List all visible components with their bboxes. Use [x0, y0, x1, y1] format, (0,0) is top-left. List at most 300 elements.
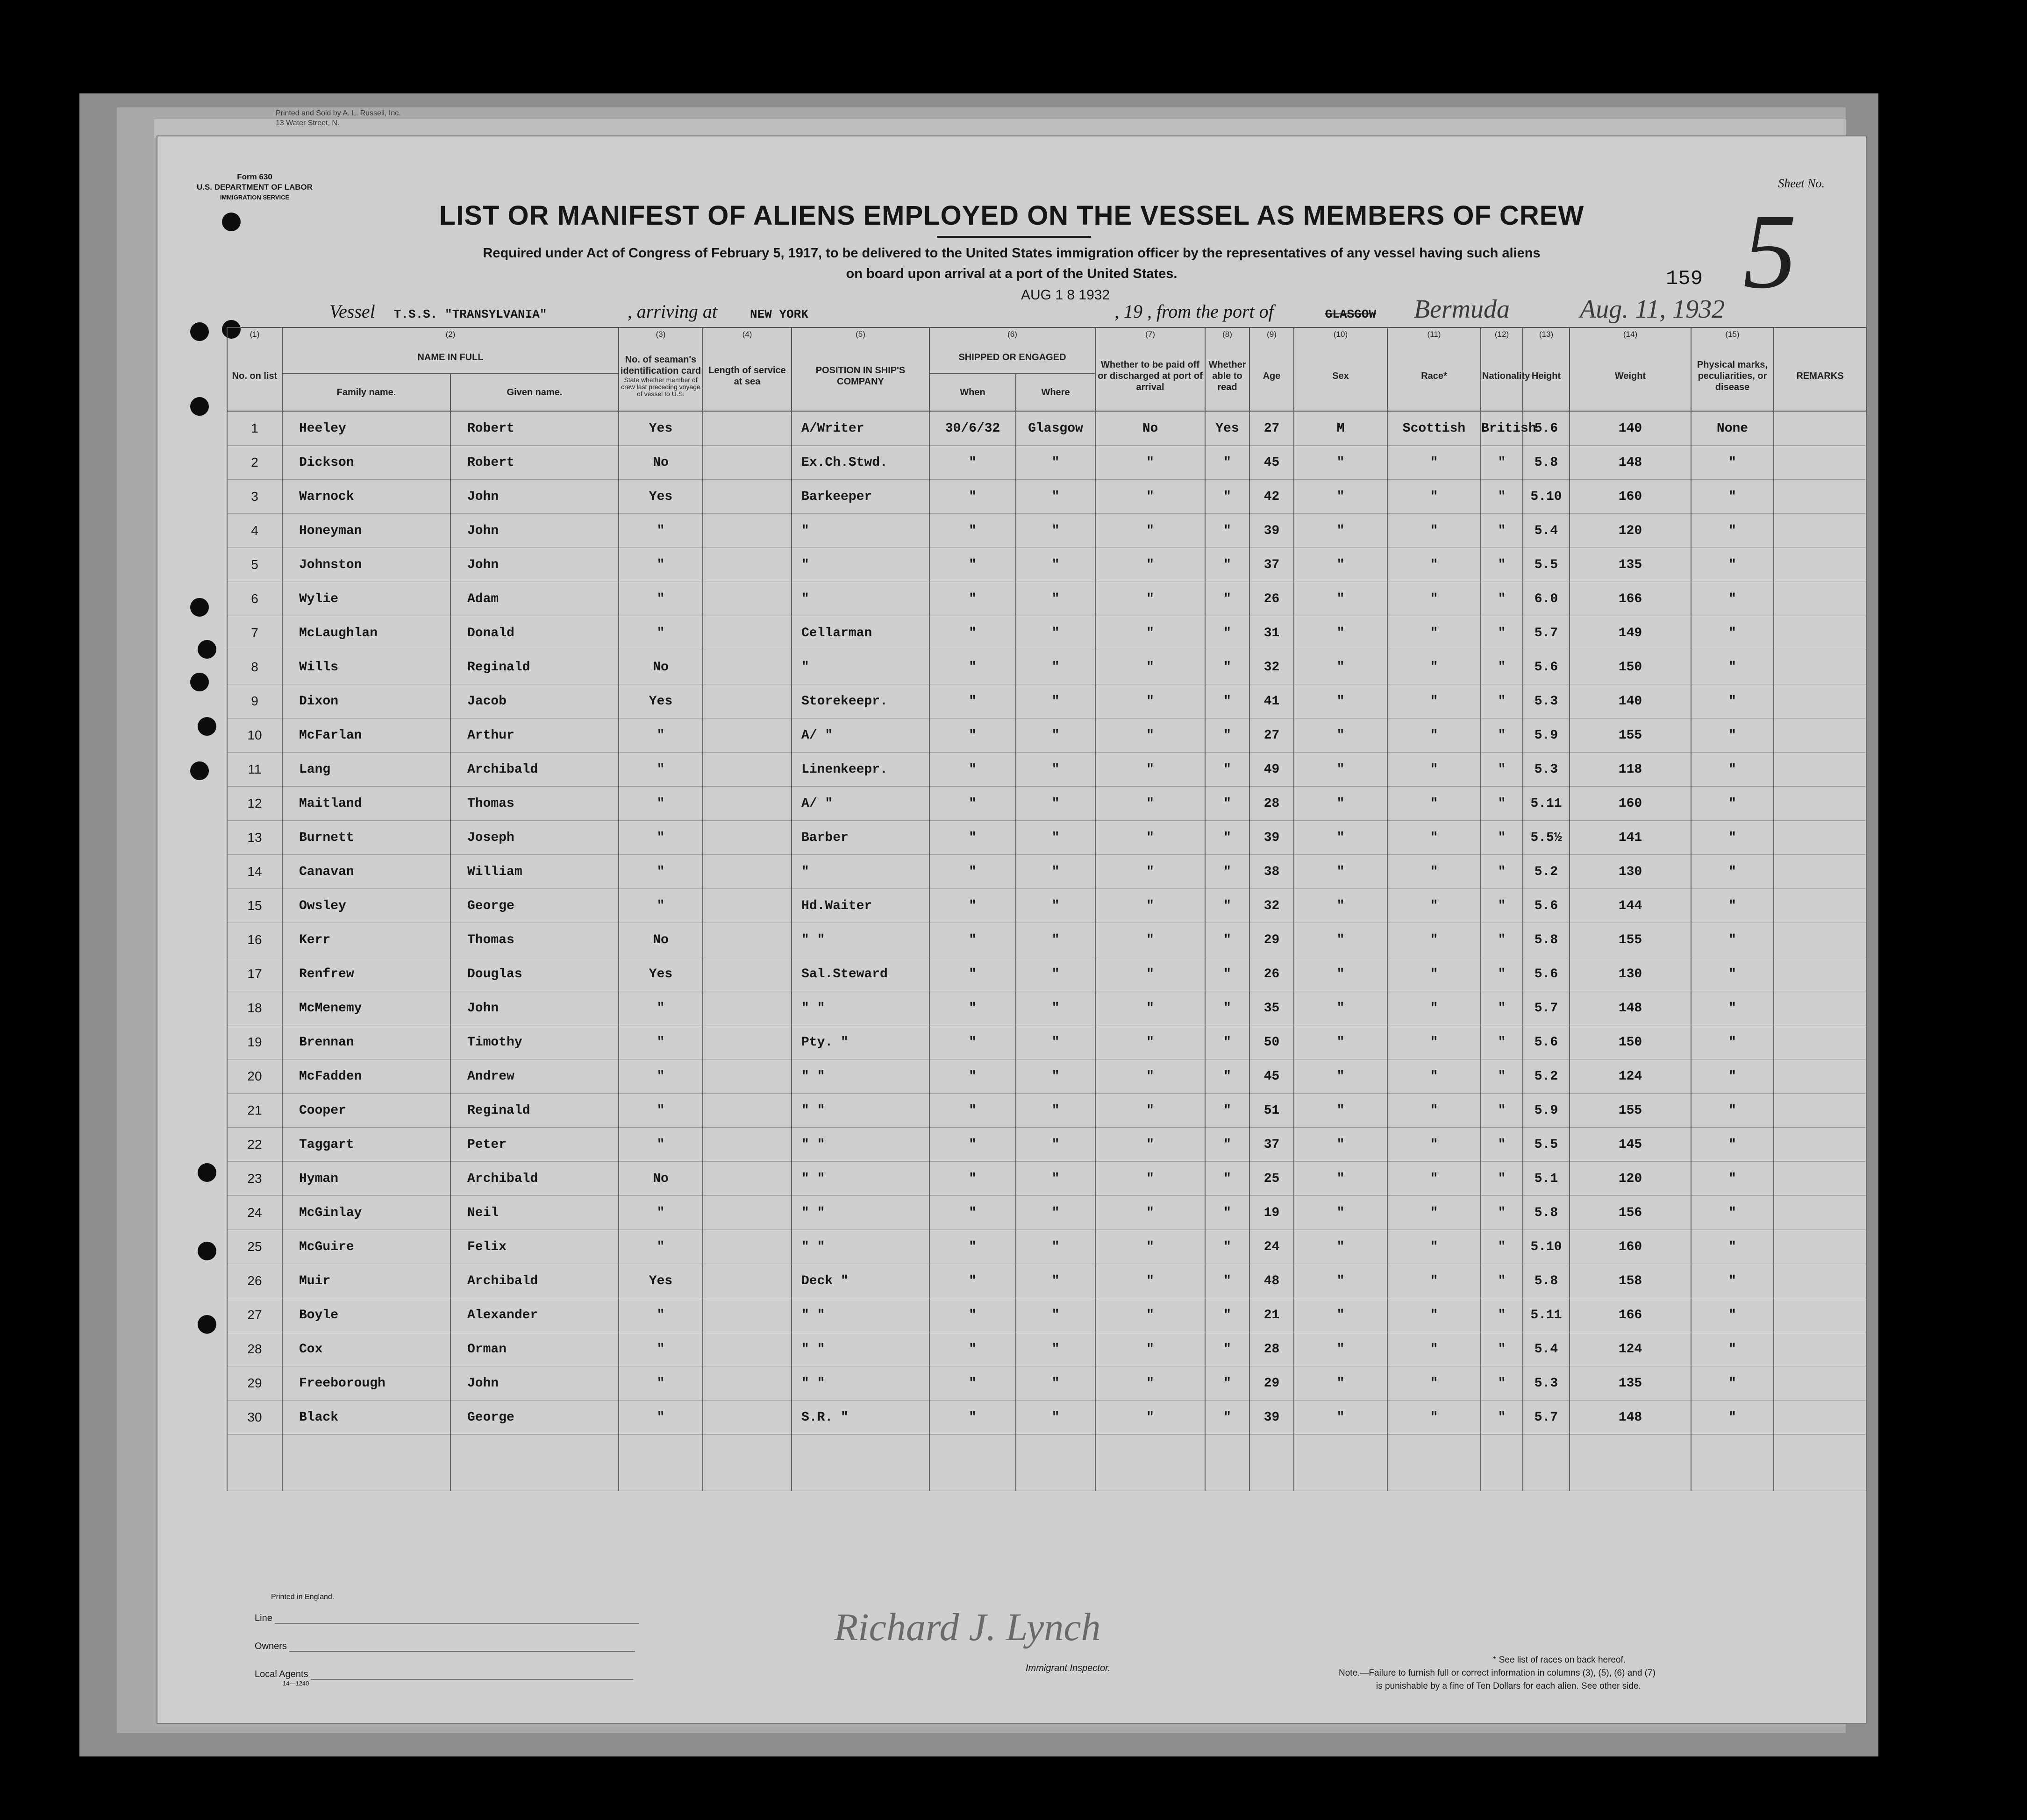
row-number-cell: 27	[227, 1298, 282, 1332]
row-number-cell: 11	[227, 753, 282, 787]
paid-off-cell: "	[1095, 855, 1205, 889]
empty-cell	[1249, 1435, 1294, 1491]
shipped-where-cell: "	[1016, 1196, 1095, 1230]
able-to-read-cell: "	[1205, 582, 1249, 616]
shipped-where-cell: "	[1016, 1162, 1095, 1196]
height-cell: 5.2	[1523, 1059, 1570, 1094]
form-department: U.S. DEPARTMENT OF LABOR	[196, 183, 313, 192]
physical-marks-cell: "	[1691, 821, 1774, 855]
weight-cell: 158	[1570, 1264, 1691, 1298]
service-length-cell	[703, 1162, 792, 1196]
given-name-cell: Joseph	[450, 821, 619, 855]
physical-marks-cell: "	[1691, 1332, 1774, 1366]
subtitle-line-2: on board upon arrival at a port of the United States.	[846, 266, 1178, 281]
sex-cell: "	[1294, 616, 1387, 650]
remarks-cell	[1774, 411, 1866, 446]
sheet-label: Sheet No.	[1778, 177, 1825, 190]
weight-cell: 156	[1570, 1196, 1691, 1230]
seaman-card-cell: "	[619, 855, 703, 889]
header-when: When	[929, 374, 1016, 411]
physical-marks-cell: "	[1691, 855, 1774, 889]
remarks-cell	[1774, 718, 1866, 753]
seaman-card-cell: "	[619, 1401, 703, 1435]
shipped-where-cell: "	[1016, 1298, 1095, 1332]
table-row	[227, 1298, 1866, 1332]
empty-cell	[1387, 1435, 1481, 1491]
race-cell: "	[1387, 1230, 1481, 1264]
handwritten-date: Aug. 11, 1932	[1580, 295, 1725, 324]
height-cell: 5.4	[1523, 514, 1570, 548]
title-underline	[937, 236, 1091, 238]
service-length-cell	[703, 821, 792, 855]
service-length-cell	[703, 787, 792, 821]
position-cell: " "	[792, 923, 929, 957]
row-number-cell: 22	[227, 1128, 282, 1162]
able-to-read-cell: "	[1205, 684, 1249, 718]
paid-off-cell: No	[1095, 411, 1205, 446]
header-service: Length of service at sea	[703, 341, 792, 411]
form-code: 14—1240	[283, 1680, 309, 1687]
table-row	[227, 514, 1866, 548]
physical-marks-cell: "	[1691, 650, 1774, 684]
shipped-where-cell: "	[1016, 787, 1095, 821]
row-number-cell: 15	[227, 889, 282, 923]
empty-cell	[792, 1435, 929, 1491]
height-cell: 5.10	[1523, 480, 1570, 514]
seaman-card-cell: No	[619, 650, 703, 684]
punch-hole	[198, 1315, 216, 1334]
able-to-read-cell: "	[1205, 991, 1249, 1025]
race-cell: "	[1387, 1162, 1481, 1196]
family-name-cell: McGuire	[282, 1230, 450, 1264]
backing-sheet-edge	[154, 119, 1846, 138]
shipped-where-cell: "	[1016, 889, 1095, 923]
column-number: (3)	[619, 327, 703, 341]
position-cell: " "	[792, 1162, 929, 1196]
physical-marks-cell: "	[1691, 1094, 1774, 1128]
physical-marks-cell: "	[1691, 548, 1774, 582]
sex-cell: "	[1294, 480, 1387, 514]
column-number: (14)	[1570, 327, 1691, 341]
table-row	[227, 1366, 1866, 1401]
seaman-card-cell: "	[619, 821, 703, 855]
table-row	[227, 923, 1866, 957]
paid-off-cell: "	[1095, 1332, 1205, 1366]
physical-marks-cell: None	[1691, 411, 1774, 446]
seaman-card-cell: Yes	[619, 684, 703, 718]
subtitle-line-1: Required under Act of Congress of February 5, 1917, to be delivered to the United States immigration officer by the representatives of any vessel having such aliens	[483, 246, 1541, 261]
line-label: Line	[255, 1613, 272, 1623]
height-cell: 5.6	[1523, 1025, 1570, 1059]
shipped-when-cell: "	[929, 1025, 1016, 1059]
punch-hole	[190, 322, 209, 341]
shipped-where-cell: "	[1016, 957, 1095, 991]
column-number: (2)	[282, 327, 619, 341]
race-cell: "	[1387, 821, 1481, 855]
remarks-cell	[1774, 753, 1866, 787]
service-length-cell	[703, 1196, 792, 1230]
footer-line	[255, 1612, 639, 1624]
position-cell: " "	[792, 1298, 929, 1332]
family-name-cell: Owsley	[282, 889, 450, 923]
age-cell: 35	[1249, 991, 1294, 1025]
table-row	[227, 582, 1866, 616]
remarks-cell	[1774, 548, 1866, 582]
empty-cell	[227, 1435, 282, 1491]
seaman-card-cell: "	[619, 582, 703, 616]
race-cell: "	[1387, 753, 1481, 787]
service-length-cell	[703, 855, 792, 889]
race-cell: "	[1387, 957, 1481, 991]
shipped-where-cell: "	[1016, 1401, 1095, 1435]
shipped-where-cell: "	[1016, 514, 1095, 548]
age-cell: 37	[1249, 548, 1294, 582]
given-name-cell: Douglas	[450, 957, 619, 991]
seaman-card-cell: "	[619, 514, 703, 548]
header-seaman	[619, 341, 703, 411]
nationality-cell: "	[1481, 1332, 1523, 1366]
row-number-cell: 24	[227, 1196, 282, 1230]
year-label: , 19	[1114, 301, 1142, 322]
physical-marks-cell: "	[1691, 753, 1774, 787]
sex-cell: "	[1294, 787, 1387, 821]
position-cell: Hd.Waiter	[792, 889, 929, 923]
shipped-where-cell: "	[1016, 1264, 1095, 1298]
height-cell: 5.5½	[1523, 821, 1570, 855]
shipped-when-cell: "	[929, 787, 1016, 821]
age-cell: 25	[1249, 1162, 1294, 1196]
height-cell: 5.6	[1523, 411, 1570, 446]
header-given: Given name.	[450, 374, 619, 411]
weight-cell: 149	[1570, 616, 1691, 650]
nationality-cell: "	[1481, 1401, 1523, 1435]
sex-cell: "	[1294, 650, 1387, 684]
position-cell: " "	[792, 1196, 929, 1230]
height-cell: 5.3	[1523, 684, 1570, 718]
family-name-cell: Honeyman	[282, 514, 450, 548]
table-row	[227, 446, 1866, 480]
fine-note-line-2: is punishable by a fine of Ten Dollars for each alien. See other side.	[1376, 1681, 1641, 1691]
position-cell: Deck "	[792, 1264, 929, 1298]
row-number-cell: 7	[227, 616, 282, 650]
header-remarks: REMARKS	[1774, 341, 1866, 411]
able-to-read-cell: "	[1205, 446, 1249, 480]
weight-cell: 145	[1570, 1128, 1691, 1162]
header-sex: Sex	[1294, 341, 1387, 411]
height-cell: 5.5	[1523, 548, 1570, 582]
weight-cell: 148	[1570, 1401, 1691, 1435]
sheet-number: 5	[1743, 192, 1797, 311]
header-shipped: SHIPPED OR ENGAGED	[929, 341, 1095, 374]
column-number: (7)	[1095, 327, 1205, 341]
empty-cell	[1691, 1435, 1774, 1491]
column-number-row	[227, 327, 1866, 341]
vessel-label: Vessel	[329, 301, 375, 322]
shipped-when-cell: "	[929, 616, 1016, 650]
table-row	[227, 1128, 1866, 1162]
position-cell: " "	[792, 1128, 929, 1162]
weight-cell: 135	[1570, 548, 1691, 582]
height-cell: 5.3	[1523, 753, 1570, 787]
able-to-read-cell: "	[1205, 616, 1249, 650]
position-cell: Storekeepr.	[792, 684, 929, 718]
shipped-where-cell: "	[1016, 923, 1095, 957]
fine-note-line-1: Note.—Failure to furnish full or correct information in columns (3), (5), (6) and (7)	[1339, 1668, 1656, 1678]
shipped-when-cell: "	[929, 718, 1016, 753]
age-cell: 51	[1249, 1094, 1294, 1128]
physical-marks-cell: "	[1691, 514, 1774, 548]
nationality-cell: "	[1481, 1059, 1523, 1094]
height-cell: 5.8	[1523, 1264, 1570, 1298]
position-cell: Sal.Steward	[792, 957, 929, 991]
family-name-cell: Burnett	[282, 821, 450, 855]
age-cell: 29	[1249, 923, 1294, 957]
paid-off-cell: "	[1095, 1230, 1205, 1264]
paid-off-cell: "	[1095, 548, 1205, 582]
family-name-cell: McGinlay	[282, 1196, 450, 1230]
service-length-cell	[703, 446, 792, 480]
physical-marks-cell: "	[1691, 1230, 1774, 1264]
shipped-when-cell: 30/6/32	[929, 411, 1016, 446]
given-name-cell: William	[450, 855, 619, 889]
inspector-signature: Richard J. Lynch	[834, 1606, 1101, 1649]
weight-cell: 150	[1570, 1025, 1691, 1059]
empty-cell	[282, 1435, 450, 1491]
service-length-cell	[703, 1332, 792, 1366]
nationality-cell: "	[1481, 548, 1523, 582]
seaman-card-cell: "	[619, 753, 703, 787]
service-length-cell	[703, 991, 792, 1025]
family-name-cell: McFadden	[282, 1059, 450, 1094]
seaman-card-cell: "	[619, 1025, 703, 1059]
sex-cell: "	[1294, 1401, 1387, 1435]
seaman-card-cell: "	[619, 991, 703, 1025]
paid-off-cell: "	[1095, 1366, 1205, 1401]
stamp-number: 159	[1666, 267, 1703, 291]
able-to-read-cell: "	[1205, 480, 1249, 514]
physical-marks-cell: "	[1691, 889, 1774, 923]
table-row	[227, 1025, 1866, 1059]
header-family: Family name.	[282, 374, 450, 411]
shipped-when-cell: "	[929, 1162, 1016, 1196]
remarks-cell	[1774, 1366, 1866, 1401]
paid-off-cell: "	[1095, 514, 1205, 548]
paid-off-cell: "	[1095, 821, 1205, 855]
nationality-cell: "	[1481, 718, 1523, 753]
physical-marks-cell: "	[1691, 1264, 1774, 1298]
able-to-read-cell: "	[1205, 548, 1249, 582]
seaman-card-cell: Yes	[619, 411, 703, 446]
family-name-cell: Wills	[282, 650, 450, 684]
height-cell: 5.8	[1523, 446, 1570, 480]
paid-off-cell: "	[1095, 787, 1205, 821]
height-cell: 5.7	[1523, 1401, 1570, 1435]
service-length-cell	[703, 1366, 792, 1401]
race-cell: "	[1387, 548, 1481, 582]
remarks-cell	[1774, 1230, 1866, 1264]
able-to-read-cell: "	[1205, 514, 1249, 548]
position-cell: "	[792, 855, 929, 889]
seaman-card-cell: "	[619, 1230, 703, 1264]
column-number: (1)	[227, 327, 282, 341]
remarks-cell	[1774, 480, 1866, 514]
sex-cell: "	[1294, 821, 1387, 855]
sex-cell: "	[1294, 957, 1387, 991]
weight-cell: 160	[1570, 480, 1691, 514]
physical-marks-cell: "	[1691, 1298, 1774, 1332]
height-cell: 5.6	[1523, 957, 1570, 991]
row-number-cell: 8	[227, 650, 282, 684]
table-row	[227, 1332, 1866, 1366]
remarks-cell	[1774, 855, 1866, 889]
nationality-cell: "	[1481, 1230, 1523, 1264]
empty-cell	[1774, 1435, 1866, 1491]
family-name-cell: Dickson	[282, 446, 450, 480]
printer-line-1: Printed and Sold by A. L. Russell, Inc.	[276, 109, 401, 117]
shipped-when-cell: "	[929, 1298, 1016, 1332]
table-row	[227, 787, 1866, 821]
empty-cell	[1294, 1435, 1387, 1491]
footer-owners	[255, 1640, 635, 1652]
table-row	[227, 1162, 1866, 1196]
height-cell: 5.3	[1523, 1366, 1570, 1401]
printer-imprint	[276, 108, 401, 128]
physical-marks-cell: "	[1691, 957, 1774, 991]
seaman-card-cell: Yes	[619, 480, 703, 514]
nationality-cell: "	[1481, 889, 1523, 923]
paid-off-cell: "	[1095, 957, 1205, 991]
height-cell: 5.4	[1523, 1332, 1570, 1366]
remarks-cell	[1774, 514, 1866, 548]
age-cell: 19	[1249, 1196, 1294, 1230]
able-to-read-cell: "	[1205, 855, 1249, 889]
column-number: (8)	[1205, 327, 1249, 341]
position-cell: Barkeeper	[792, 480, 929, 514]
seaman-card-cell: No	[619, 1162, 703, 1196]
remarks-cell	[1774, 650, 1866, 684]
nationality-cell: "	[1481, 1162, 1523, 1196]
family-name-cell: Cox	[282, 1332, 450, 1366]
paid-off-cell: "	[1095, 753, 1205, 787]
age-cell: 39	[1249, 514, 1294, 548]
race-cell: "	[1387, 616, 1481, 650]
empty-cell	[1095, 1435, 1205, 1491]
able-to-read-cell: "	[1205, 1264, 1249, 1298]
paid-off-cell: "	[1095, 991, 1205, 1025]
family-name-cell: Renfrew	[282, 957, 450, 991]
age-cell: 27	[1249, 411, 1294, 446]
nationality-cell: "	[1481, 1366, 1523, 1401]
nationality-cell: "	[1481, 753, 1523, 787]
given-name-cell: Andrew	[450, 1059, 619, 1094]
table-row	[227, 1094, 1866, 1128]
position-cell: " "	[792, 1332, 929, 1366]
table-row	[227, 616, 1866, 650]
physical-marks-cell: "	[1691, 1196, 1774, 1230]
position-cell: Pty. "	[792, 1025, 929, 1059]
given-name-cell: John	[450, 514, 619, 548]
column-number: (9)	[1249, 327, 1294, 341]
shipped-when-cell: "	[929, 1059, 1016, 1094]
header-paid: Whether to be paid off or discharged at port of arrival	[1095, 341, 1205, 411]
remarks-cell	[1774, 1094, 1866, 1128]
age-cell: 38	[1249, 855, 1294, 889]
physical-marks-cell: "	[1691, 684, 1774, 718]
remarks-cell	[1774, 616, 1866, 650]
manifest-sheet	[157, 135, 1867, 1724]
arriving-label: , arriving at	[627, 301, 717, 322]
punch-hole	[190, 397, 209, 416]
service-length-cell	[703, 957, 792, 991]
weight-cell: 130	[1570, 957, 1691, 991]
height-cell: 5.9	[1523, 718, 1570, 753]
races-note: * See list of races on back hereof.	[1493, 1655, 1626, 1665]
height-cell: 5.11	[1523, 787, 1570, 821]
given-name-cell: George	[450, 889, 619, 923]
height-cell: 5.7	[1523, 991, 1570, 1025]
age-cell: 37	[1249, 1128, 1294, 1162]
weight-cell: 124	[1570, 1059, 1691, 1094]
seaman-card-cell: "	[619, 548, 703, 582]
physical-marks-cell: "	[1691, 446, 1774, 480]
shipped-where-cell: "	[1016, 616, 1095, 650]
from-label: , from the port of	[1147, 301, 1274, 322]
punch-hole	[198, 717, 216, 736]
table-row	[227, 718, 1866, 753]
service-length-cell	[703, 1025, 792, 1059]
paid-off-cell: "	[1095, 1264, 1205, 1298]
seaman-card-cell: "	[619, 1366, 703, 1401]
row-number-cell: 10	[227, 718, 282, 753]
owners-label: Owners	[255, 1641, 287, 1651]
header-no: No. on list	[227, 341, 282, 411]
physical-marks-cell: "	[1691, 718, 1774, 753]
age-cell: 39	[1249, 821, 1294, 855]
shipped-when-cell: "	[929, 1230, 1016, 1264]
row-number-cell: 1	[227, 411, 282, 446]
weight-cell: 155	[1570, 718, 1691, 753]
race-cell: "	[1387, 1298, 1481, 1332]
service-length-cell	[703, 650, 792, 684]
header-seaman-label: No. of seaman's identification card	[620, 355, 701, 376]
height-cell: 5.8	[1523, 923, 1570, 957]
table-row	[227, 1230, 1866, 1264]
given-name-cell: Alexander	[450, 1298, 619, 1332]
row-number-cell: 29	[227, 1366, 282, 1401]
able-to-read-cell: Yes	[1205, 411, 1249, 446]
sex-cell: "	[1294, 753, 1387, 787]
family-name-cell: Muir	[282, 1264, 450, 1298]
column-number: (15)	[1691, 327, 1774, 341]
table-row	[227, 650, 1866, 684]
column-number: (12)	[1481, 327, 1523, 341]
weight-cell: 120	[1570, 514, 1691, 548]
given-name-cell: John	[450, 480, 619, 514]
remarks-cell	[1774, 787, 1866, 821]
table-row-empty	[227, 1435, 1866, 1491]
position-cell: " "	[792, 991, 929, 1025]
weight-cell: 118	[1570, 753, 1691, 787]
height-cell: 5.5	[1523, 1128, 1570, 1162]
physical-marks-cell: "	[1691, 991, 1774, 1025]
family-name-cell: McLaughlan	[282, 616, 450, 650]
empty-cell	[450, 1435, 619, 1491]
given-name-cell: Reginald	[450, 650, 619, 684]
weight-cell: 166	[1570, 1298, 1691, 1332]
paid-off-cell: "	[1095, 582, 1205, 616]
table-row	[227, 821, 1866, 855]
shipped-when-cell: "	[929, 548, 1016, 582]
